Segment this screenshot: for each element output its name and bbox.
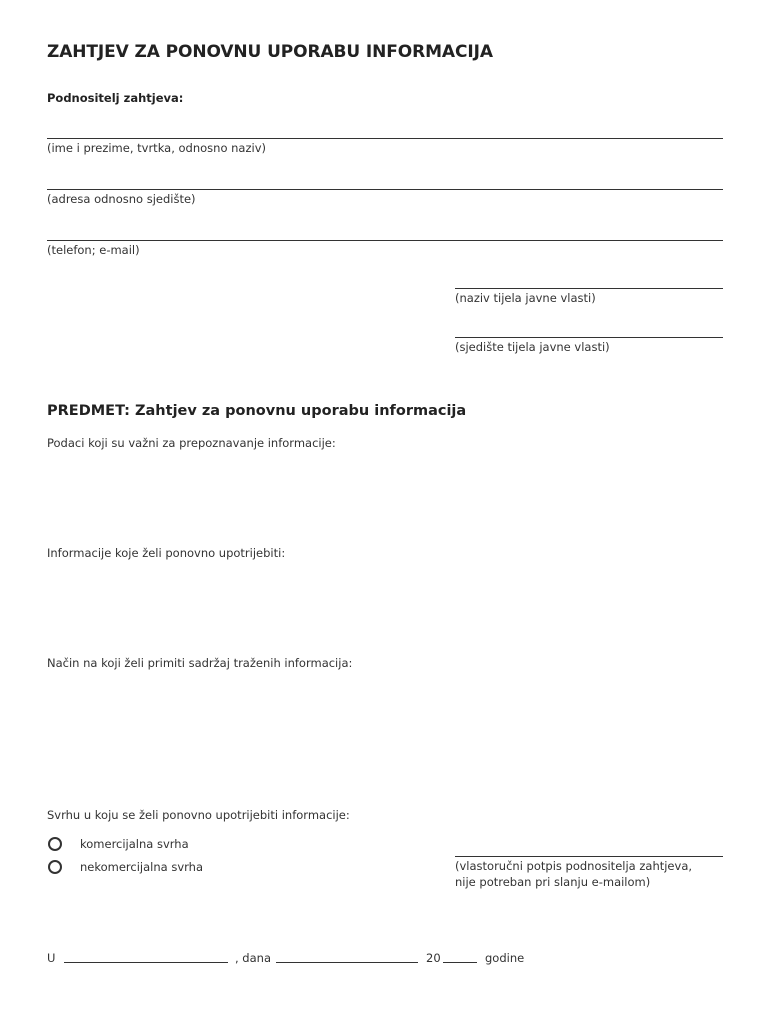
purpose-label: Svrhu u koju se želi ponovno upotrijebiti informacije:	[47, 808, 350, 822]
authority-name-caption: (naziv tijela javne vlasti)	[455, 291, 596, 305]
applicant-name-caption: (ime i prezime, tvrtka, odnosno naziv)	[47, 141, 266, 155]
noncommercial-purpose-radio[interactable]	[48, 860, 62, 874]
place-prefix: U	[47, 951, 56, 965]
year-suffix: godine	[485, 951, 525, 965]
applicant-heading: Podnositelj zahtjeva:	[47, 91, 184, 105]
signature-caption-line2: nije potreban pri slanju e-mailom)	[455, 875, 651, 889]
signature-field[interactable]	[455, 842, 723, 857]
reuse-area[interactable]	[47, 565, 723, 645]
subject-title: PREDMET: Zahtjev za ponovnu uporabu informacija	[47, 403, 467, 419]
date-field[interactable]	[276, 948, 418, 963]
reuse-label: Informacije koje želi ponovno upotrijebiti:	[47, 546, 286, 560]
authority-seat-caption: (sjedište tijela javne vlasti)	[455, 340, 610, 354]
authority-seat-field[interactable]	[455, 323, 723, 338]
applicant-address-caption: (adresa odnosno sjedište)	[47, 192, 196, 206]
applicant-address-field[interactable]	[47, 175, 723, 190]
commercial-purpose-label: komercijalna svrha	[80, 837, 189, 851]
identification-area[interactable]	[47, 455, 723, 535]
commercial-purpose-radio[interactable]	[48, 837, 62, 851]
delivery-label: Način na koji želi primiti sadržaj traženih informacija:	[47, 656, 353, 670]
year-field[interactable]	[443, 948, 477, 963]
authority-name-field[interactable]	[455, 274, 723, 289]
applicant-contact-caption: (telefon; e-mail)	[47, 243, 140, 257]
form-title: ZAHTJEV ZA PONOVNU UPORABU INFORMACIJA	[47, 42, 493, 62]
applicant-name-field[interactable]	[47, 124, 723, 139]
place-field[interactable]	[64, 948, 228, 963]
year-prefix: 20	[426, 951, 441, 965]
date-prefix: , dana	[235, 951, 271, 965]
identification-label: Podaci koji su važni za prepoznavanje informacije:	[47, 436, 336, 450]
applicant-contact-field[interactable]	[47, 226, 723, 241]
noncommercial-purpose-label: nekomercijalna svrha	[80, 860, 204, 874]
delivery-area[interactable]	[47, 675, 723, 795]
signature-caption-line1: (vlastoručni potpis podnositelja zahtjeva,	[455, 859, 693, 873]
